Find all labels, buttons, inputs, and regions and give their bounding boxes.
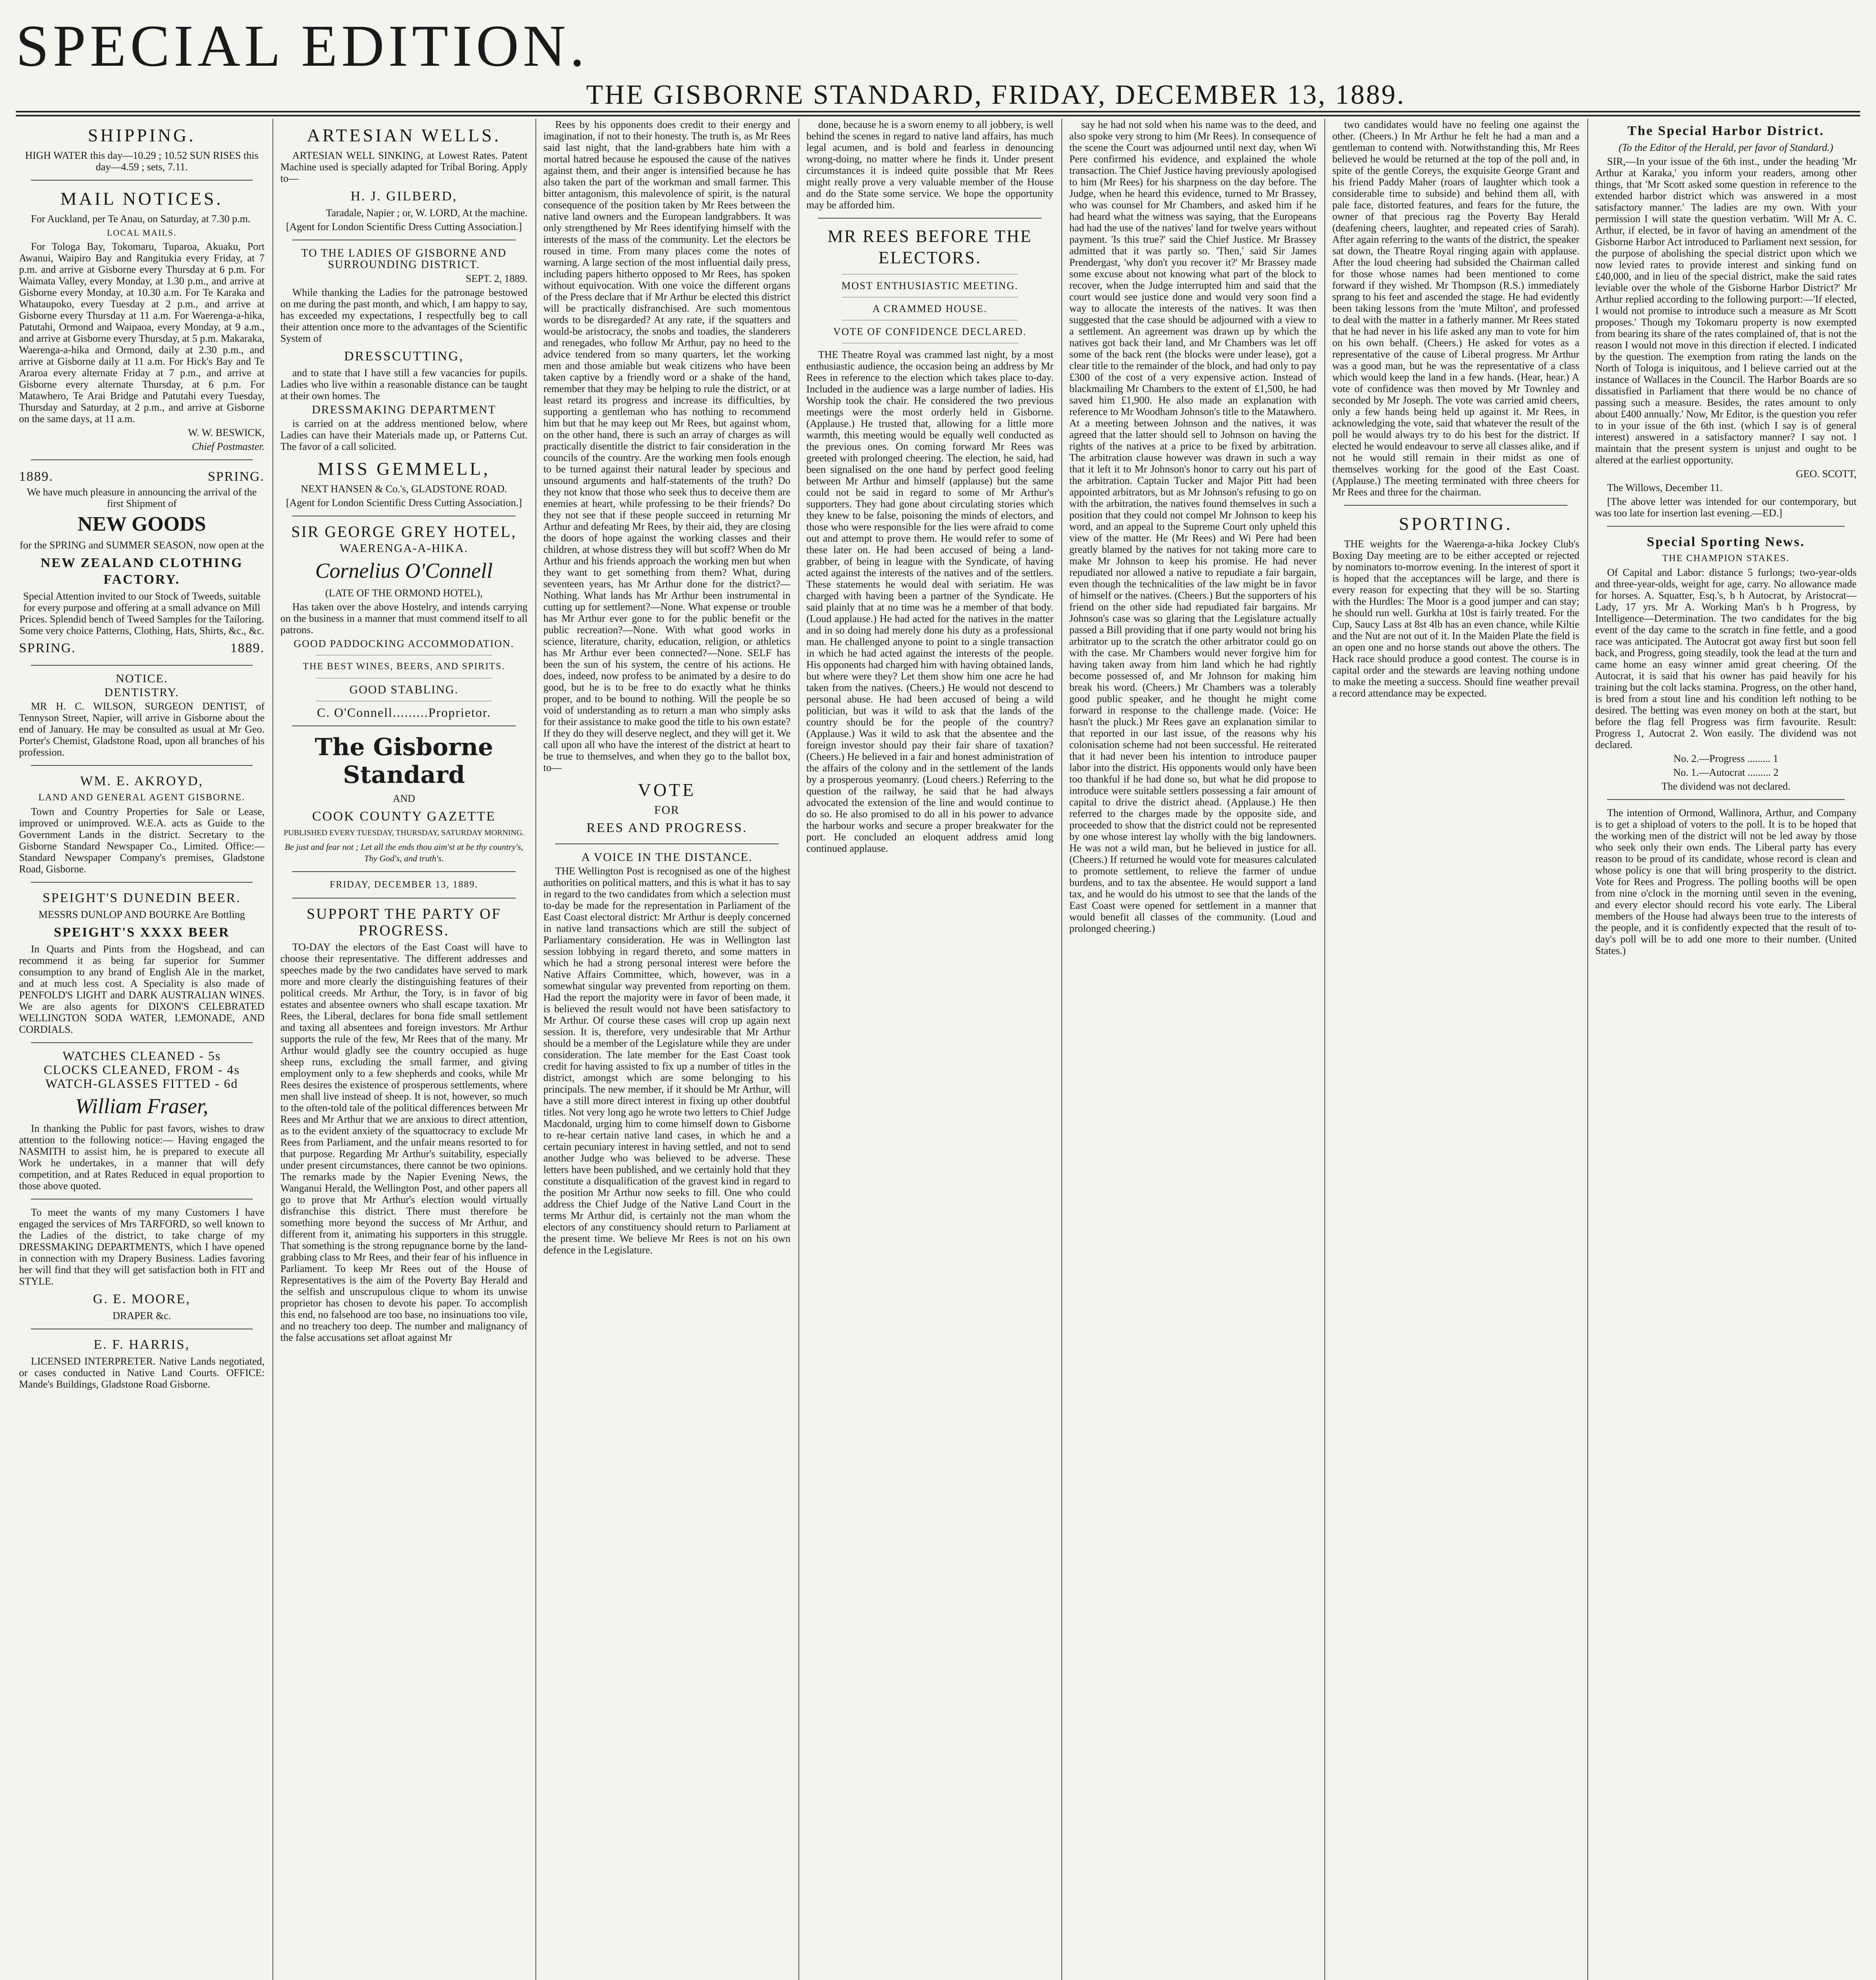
editorial-continued: Rees by his opponents does credit to their energy and imagination, if not to their honesty. The truth is, as Mr Rees said last night, that the land-grabbers hate him with a mortal hatred because he espoused the cause of the natives against them, and their anger is intensified because he has also taken the part of the workman and small farmer. This bitter antagonism, this malevolence of spirit, is the natural consequence of the position taken by Mr Rees between the native land owners and the European landgrabbers. It was only strengthened by Mr Rees identifying himself with the interests of the mass of the community. Let the electors be roused in time. From many places come the notes of warning. A large section of the most influential daily press, including papers hitherto opposed to Mr Rees, has spoken without equivocation. With one voice the different organs of the Press declare that if Mr Arthur be elected this district will be practically disfranchised. Are such momentous words to be disregarded? At any rate, if the squatters and would-be aristocracy, the snobs and toadies, the slanderers and renegades, who follow Mr Arthur, pay no heed to the advice tendered from so many quarters, let the working men and those amiable but weak citizens who have been taken captive by a friendly word or a shake of the hand, remember that they may be helping to rule the district, or at least retard its progress and increase its difficulties, by supporting a gentleman who has nothing to recommend him but that he may keep out Mr Rees, but against whom, on the other hand, there is such an array of charges as will practically disentitle the district to fair consideration in the councils of the country. Are the working men fools enough to be turned against their natural leader by specious and unsound arguments and half-statements of the truth? Do they not know that those who seek thus to deceive them are enemies at heart, while professing to be their friends? Do they not see that if these people succeed in returning Mr Arthur and defeating Mr Rees, by their aid, they are closing the doors of hope against the working classes and their children, at whose distress they will but scoff? When do Mr Arthur and his friends approach the working men but when they want to get something from them? What, during seventeen years, has Mr Arthur done for the district?—Nothing. What lands has Mr Arthur been instrumental in cutting up for settlement?—None. What expense or trouble has Mr Arthur ever gone to for the public benefit or the public recreation?—None. With what good works in science, literature, charity, education, religion, or athletics has Mr Arthur ever been connected?—None. SELF has been the sun of his system, the centre of his actions. He does, indeed, now profess to be animated by a desire to do good, but he is to be free to do exactly what he thinks proper, and to be bound to nothing. Will the people be so void of understanding as to return a man who simply asks for their assistance to make good the title to his own estate? If they do they will deserve neglect, and they will get it. We call upon all who have the interest of the district at heart to be true to themselves, and when they go to the ballot box, to— [543,119,790,773]
clock-line: CLOCKS CLEANED, FROM - 4s [44,1062,240,1077]
factory-name: NEW ZEALAND CLOTHING FACTORY. [40,556,243,587]
hotel-paddock: GOOD PADDOCKING ACCOMMODATION. [293,638,514,649]
hotel-place: WAERENGA-A-HIKA. [339,542,469,555]
sport-text: Of Capital and Labor: distance 5 furlongs; two-year-olds and three-year-olds, weight for age, carry. No allowance made for horses. A. Squatter, Esq.'s, b h Autocrat, by Aristocrat—Lady, 17 yrs. Mr A. Working Man's b h Progress, by Intelligence—Determination. The two candidates for the big event of the day came to the scratch in fine fettle, and a good race was anticipated. The Autocrat got away first but soon fell back, and Progress, going steadily, took the lead at the turn and came home an easy winner amid great cheering. Of the Autocrat, it is said that his owner has paid heavily for his training but the colt lacks stamina. Progress, on the other hand, is bred from a stout line and his condition left nothing to be desired. The betting was even money on both at the start, but before the flag fell Progress was firm favourite. Result: Progress 1, Autocrat 2. Won easily. The dividend was not declared. [1595,567,1857,750]
spring-year: 1889. [19,469,53,484]
wells-text: ARTESIAN WELL SINKING, at Lowest Rates. Patent Machine used is specially adapted for Tribal Boring. Apply to— [280,150,528,184]
shipping-heading: SHIPPING. [88,125,196,145]
notice-heading: NOTICE. [116,672,168,685]
mail-heading: MAIL NOTICES. [60,188,223,209]
dentistry-heading: DENTISTRY. [104,686,179,699]
vote-for: FOR [654,803,680,817]
column-6 [1332,119,1579,1980]
editorial-heading: SUPPORT THE PARTY OF PROGRESS. [307,906,501,939]
section-separator [818,218,1042,219]
sporting-heading: SPORTING. [1399,514,1513,534]
harbor-intro: (To the Editor of the Herald, per favor of Standard.) [1619,142,1833,153]
local-mails-text: For Tologa Bay, Tokomaru, Tuparoa, Akuaku, Port Awanui, Waipiro Bay and Rangitukia every Friday, at 7 p.m. and arrive at Gisborne every Thursday at 6 p.m. For Waimata Valley, every Monday, at 1.30 p.m., and arrive at Gisborne every Monday, at 10.30 a.m. For Te Karaka and Whataupoko, every Tuesday at 2 p.m., and arrive at Gisborne every Thursday at 11 a.m. For Waerenga-a-hika, Patutahi, Ormond and Waipaoa, every Monday, at 9 a.m., and arrive at Gisborne every Thursday, at 5 p.m. Makaraka, Waerenga-a-hika and Ormond, daily at 2.30 p.m., and arrive at Gisborne daily at 11 a.m. For Hick's Bay and Te Araroa every alternate Friday at 7 p.m., and arrive at Gisborne every alternate Thursday, at 6 p.m. For Matawhero, Te Arai Bridge and Patutahi every Tuesday, Thursday and Saturday, at 2 p.m., and arrive at Gisborne on the same days, at 11 a.m. [19,241,265,425]
wells-address: Taradale, Napier ; or, W. LORD, At the machine. [326,207,528,219]
fraser-name: William Fraser, [75,1094,209,1118]
hotel-stabling: GOOD STABLING. [349,683,459,696]
column-5 [1069,119,1316,1980]
section-separator [31,1042,253,1043]
beer-brand: SPEIGHT'S XXXX BEER [53,925,230,940]
akroyd-text: Town and Country Properties for Sale or Lease, improved or unimproved. W.E.A. acts as Guide to the Government Lands in the district. Secretary to the Gisborne Standard Newspaper Co., Limited. Office:—Standard Newspaper Company's premises, Gladstone Road, Gisborne. [19,806,265,875]
harbor-heading: The Special Harbor District. [1627,124,1825,138]
section-separator [31,180,253,181]
watch-line: WATCHES CLEANED - 5s [63,1049,221,1063]
result-1: No. 2.—Progress ......... 1 [1673,753,1779,764]
wells-name: H. J. GILBERD, [350,189,457,204]
mail-title: Chief Postmaster. [192,441,265,452]
column-rule [1061,119,1062,1980]
column-2 [280,119,528,1980]
motto: Be just and fear not ; Let all the ends thou aim'st at be thy country's, Thy God's, and truth's. [284,842,524,863]
meeting-continued-2: two candidates would have no feeling one against the other. (Cheers.) In Mr Arthur he felt he had a man and a gentleman to contend with. Notwithstanding this, Mr Rees believed he would be returned at the top of the poll and, in spite of the gentle Coreys, the exquisite George Grant and his friend Paddy Maher (roars of laughter which took a considerable time to subside) and behind them all, with pale face, distorted features, and fears for the future, the owner of that precious rag the Poverty Bay Herald (deafening cheers, laughter, and repeated cries of Sarah). After again referring to the wants of the district, the speaker sat down, the Theatre Royal ringing again with applause. After the loud cheering had subsided the Chairman called for those whose names had been mentioned to come forward if they wished. Mr Thompson (R.S.) immediately sprang to his feet and ascended the stage. He had evidently been taking lessons from the 'mute Milton', and professed to deal with the matter in a fatherly manner. Mr Rees stated that he had never in his life asked any man to vote for him on his own behalf. (Cheers.) He asked for votes as a representative of the cause of Liberal progress. Mr Arthur was a good man, but he was the representative of a class which would keep the land in a few hands. (Hear, hear.) A vote of confidence was then moved by Mr Townley and seconded by Mr Joseph. The vote was carried amid cheers, only a few hands being held up against it. Mr Rees, in acknowledging the vote, said that whatever the result of the poll he would always try to do his best for the district. If elected he would endeavour to serve all classes alike, and if not he would still remain in their midst as one of themselves working for the good of the East Coast. (Applause.) The meeting terminated with three cheers for Mr Rees and three for the chairman. [1332,119,1579,498]
new-goods: NEW GOODS [77,513,206,535]
column-rule [535,119,536,1980]
meeting-sub-2: A CRAMMED HOUSE. [872,303,987,314]
edition-title: SPECIAL EDITION. [16,13,589,79]
column-rule [1324,119,1325,1980]
section-separator [31,665,253,666]
section-separator [1344,505,1567,506]
dressmaking-text: is carried on at the address mentioned below, where Ladies can have their Materials made up, or Patterns Cut. The favor of a call solicited. [280,418,528,452]
spring-season: for the SPRING and SUMMER SEASON, now open at the [19,539,264,551]
meeting-sub-1: MOST ENTHUSIASTIC MEETING. [841,280,1019,291]
issue-date: FRIDAY, DECEMBER 13, 1889. [329,880,478,890]
gemmell-note: [Agent for London Scientific Dress Cutting Association.] [286,497,522,508]
glass-line: WATCH-GLASSES FITTED - 6d [45,1076,238,1091]
section-separator [555,843,779,844]
paper-line: THE GISBORNE STANDARD, FRIDAY, DECEMBER 13, 1889. [586,80,1406,110]
masthead-rule-bottom [16,115,1860,116]
meeting-continued: say he had not sold when his name was to the deed, and also spoke very strong to him (Mr Rees). In consequence of the scene the Court was adjourned until next day, when Wi Pere confirmed his evidence, and explained the whole transaction. The Chief Justice having previously apologised to him (Mr Rees) for his sharpness on the day before. The Judge, when he heard this evidence, turned to Mr Brassey, who was counsel for Mr Chambers, and asked him if he had heard what the witness was saying, that the Europeans had had the use of the natives' land for twelve years without payment. 'Is this true?' said the Chief Justice. Mr Brassey admitted that it was partly so. 'Then,' said Sir James Prendergast, 'why don't you recover it?' Mr Brassey made some excuse about not knowing what part of the block to recover, when the Judge interrupted him and said that the court would see justice done and would very soon find a way to allocate the interests of the natives. It was then suggested that the case should be adjourned with a view to a settlement. An agreement was drawn up by which the natives got back their land, and Mr Chambers was let off some of the back rent (the blocks were under lease), got a clear title to the remainder of the block, and had only to pay £300 of the cost of a very expensive action. Instead of blackmailing Mr Chambers to the extent of £1,500, he had saved him £1,900. He also made an explanation with reference to Mr Woodham Johnson's title to the Matawhero. At a meeting between Johnson and the natives, it was agreed that the latter should sell to Johnson on having the rights of the natives at a price to be fixed by arbitration. The arbitration clause however was drawn in such a way that it left it to Mr Johnson's honor to carry out his part of the arbitration. Captain Tucker and Major Pitt had been appointed arbitrators, but as Mr Johnson's refusing to go on with the arbitration, the natives found themselves in such a position that they could not compel Mr Johnson to keep his word, and an appeal to the Supreme Court only upheld this view of the matter. He (Mr Rees) and Wi Pere had been greatly blamed by the natives for not taking more care to make Mr Johnson to keep his promise. He had never repudiated nor allowed a native to repudiate a fair bargain, even though the technicalities of the law might be in favor of himself or the natives. (Cheers.) But the supporters of his friend on the other side had repudiated fair bargains. Mr Johnson's case was so glaring that the Legislature actually passed a Bill providing that if one party would not bring his arbitrator up to the scratch the other arbitrator could go on with the case. Mr Chambers would never forgive him for having taken away from him land which he had rightly become possessed of, and Mr Johnson for making him break his word. (Cheers.) Mr Chambers was a tolerably good public speaker, and he thought he might come forward in response to the challenge made. (Voice: He hasn't the pluck.) Mr Rees gave an explanation similar to that reported in our last issue, of the reasons why his colonisation scheme had not been successful. He reiterated that it had never been his intention to introduce pauper labor into the district. His opponents would only have been too thankful if he had done so, but what he did propose to introduce were suitable settlers possessing a fair amount of capital to drive the district ahead. (Applause.) He then referred to the charges made by the opposite side, and proceeded to show that the district could not be represented by one whose interest lay wholly with the big landowners. He was not a wild man, but he believed in justice for all. (Cheers.) If returned he would vote for measures calculated to promote settlement, to relieve the farmer of undue burdens, and to tax the absentee. He would support a land tax, and he would do his utmost to see that the lands of the East Coast were opened for settlement in a manner that would benefit all classes of the community. (Loud and prolonged cheering.) [1069,119,1316,934]
vote-slogan: REES AND PROGRESS. [586,821,748,835]
editorial-text: TO-DAY the electors of the East Coast will have to choose their representative. The different addresses and speeches made by the two candidates have served to mark more and more clearly the distinguishing features of their political creeds. Mr Arthur, the Tory, is in favor of big estates and absentee owners who shall escape taxation. Mr Rees, the Liberal, declares for bona fide small settlement and taxing all absentees and foreign investors. Mr Arthur supports the rule of the few, Mr Rees that of the many. Mr Arthur would gladly see the country occupied as huge sheep runs, excluding the small farmer, and giving employment only to a few shepherds and cooks, while Mr Rees desires the existence of prosperous settlements, where men shall live instead of sheep. It is not, however, so much to the often-told tale of the political differences between Mr Rees and Mr Arthur that we are anxious to direct attention, as to the evident anxiety of the squattocracy to exclude Mr Rees from Parliament, and the unfair means resorted to for that purpose. Regarding Mr Arthur's suitability, especially under present circumstances, there cannot be two opinions. The remarks made by the Napier Evening News, the Wanganui Herald, the Wellington Post, and other papers all go to prove that Mr Arthur's election would virtually disfranchise this district. There must therefore be something more beyond the success of Mr Arthur, and different from it, animating his supporters in this struggle. That something is the strong repugnance borne by the land-grabbing class to Mr Rees, and their fear of his influence in Parliament. To keep Mr Rees out of the House of Representatives is the aim of the Poverty Bay Herald and the selfish and unscrupulous clique to whom its unwise proprietor has chosen to devote his paper. To accomplish this end, no falsehood are too base, no insinuations too vile, and no treachery too deep. The number and malignancy of the false accusations set afloat against Mr [280,941,528,1343]
masthead [16,12,1860,115]
meeting-sub-3: VOTE OF CONFIDENCE DECLARED. [833,326,1027,337]
section-separator [31,459,253,460]
oconnell-sub: (LATE OF THE ORMOND HOTEL), [325,587,483,599]
sport-heading: Special Sporting News. [1647,535,1805,549]
section-separator [31,765,253,766]
harbor-note: [The above letter was intended for our contemporary, but was too late for insertion last evening.—ED.] [1595,496,1857,519]
standard-title: The Gisborne Standard [314,733,493,789]
spring-header [19,467,265,486]
shipping-text: HIGH WATER this day—10.29 ; 10.52 SUN RISES this day—4.59 ; sets, 7.11. [25,150,259,173]
standard-and: AND [392,793,415,804]
ladies-heading: TO THE LADIES OF GISBORNE AND SURROUNDING DISTRICT. [301,247,507,271]
section-separator [31,882,253,883]
section-separator [292,898,516,899]
sporting-text: THE weights for the Waerenga-a-hika Jockey Club's Boxing Day meeting are to be either accepted or rejected by nominators to-morrow evening. In the interest of sport it is hoped that the acceptances will be large, and there is every reason for expecting that they will be so. Starting with the Hurdles: The Moor is a good jumper and can stay; he should run well. Gurkha at 10st is fairly treated. For the Cup, Saucy Lass at 8st 4lb has an even chance, while Kiltie and the Nut are not out of it. In the Maiden Plate the field is an open one and no horse stands out above the others. The Hack race should produce a good contest. The course is in capital order and the stewards are leaving nothing undone to make the meeting a success. Should fine weather prevail a record attendance may be expected. [1332,538,1579,699]
moore-name: G. E. MOORE, [93,1292,191,1306]
section-separator [1607,526,1845,527]
column-3 [543,119,790,1980]
harris-text: LICENSED INTERPRETER. Native Lands negotiated, or cases conducted in Native Land Courts. OFFICE: Mande's Buildings, Gladstone Road Gisborne. [19,1356,265,1390]
section-separator [292,725,516,726]
wells-heading: ARTESIAN WELLS. [307,125,501,145]
beer-sub: MESSRS DUNLOP AND BOURKE Are Bottling [38,909,245,920]
meeting-heading: MR REES BEFORE THE ELECTORS. [827,227,1032,267]
sport-sub: THE CHAMPION STAKES. [1662,553,1790,564]
column-4 [806,119,1053,1980]
hotel-proprietor: C. O'Connell.........Proprietor. [317,705,491,720]
beer-heading: SPEIGHT'S DUNEDIN BEER. [42,891,241,905]
factory-text: Special Attention invited to our Stock of Tweeds, suitable for every purpose and offering at a small advance on Mill Prices. Splendid bench of Tweed Samples for the Tailoring. Some very choice Patterns, Clothing, Hats, Shirts, &c., &c. [19,590,264,636]
spring-intro: We have much pleasure in announcing the arrival of the first Shipment of [27,486,257,509]
dressmaking: DRESSMAKING DEPARTMENT [312,403,496,416]
closing-text: The intention of Ormond, Wallinora, Arthur, and Company is to get a shipload of voters to the poll. It is to be hoped that the working men of the district will not be led away by those who seek only their own ends. The Liberal party has every reason to be proud of its candidate, whose record is clean and whose policy is one that will bring prosperity to the district. Vote for Rees and Progress. The polling booths will be open from nine o'clock in the morning until seven in the evening, and every elector should record his vote early. The Liberal members of the House had always been true to the interests of the people, and it is confidently expected that the result of to-day's poll will be to add one more to their number. (United States.) [1595,807,1857,956]
spring-year-footer: 1889. [230,641,265,655]
standard-sub: COOK COUNTY GAZETTE [312,809,496,824]
mail-intro: For Auckland, per Te Anau, on Saturday, at 7.30 p.m. [31,213,251,225]
section-separator [292,871,516,872]
voice-text: THE Wellington Post is recognised as one of the highest authorities on political matters, and this is what it has to say in regard to the two candidates from which a selection must to-day be made for the representation in Parliament of the East Coast electoral district: Mr Arthur is deeply concerned in native land transactions which are still the subject of Parliamentary consideration. He was in Wellington last session lobbying in regard thereto, and some matters in which he had a strong personal interest were before the Native Affairs Committee, which, however, was in a somewhat singular way prevented from reporting on them. Had the report the majority were in favor of been made, it is believed the result would not have been satisfactory to Mr Arthur. Of course these cases will crop up again next session. It is, therefore, very undesirable that Mr Arthur should be a member of the Legislature while they are under consideration. The late member for the East Coast took credit for having assisted to fix up a number of titles in the district, amongst which are some belonging to his principals. The new member, if it should be Mr Arthur, will have a still more direct interest in fixing up other doubtful titles. Not very long ago he wrote two letters to Chief Judge Macdonald, urging him to come himself down to Gisborne to re-hear certain native land cases, in which he and a certain pecuniary interest in having settled, and not to send another Judge who was believed to be adverse. These letters have been published, and we certainly hold that they constitute a disqualification of the gravest kind in regard to the position Mr Arthur now seeks to fill. One who could address the Chief Judge of the Native Land Court in the terms Mr Arthur did, is certainly not the man whom the electors of any constituency should return to Parliament at the present time. We believe Mr Rees is not on his own defence in the Legislature. [543,865,790,1256]
harbor-place: The Willows, December 11. [1607,482,1723,493]
column-7 [1595,119,1857,1980]
akroyd-sub: LAND AND GENERAL AGENT GISBORNE. [38,792,245,803]
column-rule [272,119,273,1980]
spring-word: SPRING. [208,469,265,484]
harris-name: E. F. HARRIS, [93,1337,190,1352]
dresscutting: DRESSCUTTING, [344,349,464,364]
ladies-text: While thanking the Ladies for the patronage bestowed on me during the past month, and which, I am happy to say, has exceeded my expectations, I respectfully beg to call their attention once more to the advantages of the Scientific System of [280,287,528,344]
fraser-text: In thanking the Public for past favors, wishes to draw attention to the following notice:— Having engaged the NASMITH to assist him, he is prepared to execute all Work he undertakes, in a manner that will defy competition, and at Rates Reduced in equal proportion to those above quoted. [19,1123,265,1192]
moore-text: To meet the wants of my many Customers I have engaged the services of Mrs TARFORD, so well known to the Ladies of the district, to take charge of my DRESSMAKING DEPARTMENTS, which I have opened in connection with my Drapery Business. Ladies favoring her will find that they will get satisfaction both in FIT and STYLE. [19,1207,265,1287]
result-2: No. 1.—Autocrat ......... 2 [1673,767,1779,778]
voice-continued: done, because he is a sworn enemy to all jobbery, is well behind the scenes in regard to native land affairs, has much legal acumen, and is bold and fearless in denouncing wrong-doing, no matter where he finds it. Under present circumstances it is indeed quite possible that Mr Rees might really prove a very valuable member of the House and do the State some service. We hope the opportunity may be afforded him. [806,119,1053,211]
column-rule [1587,119,1588,1980]
hotel-text: Has taken over the above Hostelry, and intends carrying on the business in a manner that must commend itself to all patrons. [280,601,528,636]
published-line: PUBLISHED EVERY TUESDAY, THURSDAY, SATURDAY MORNING. [284,828,524,837]
akroyd-name: WM. E. AKROYD, [80,774,204,788]
column-1 [19,119,265,1980]
hotel-heading: SIR GEORGE GREY HOTEL, [291,523,517,541]
agent-note: [Agent for London Scientific Dress Cutting Association.] [286,221,522,232]
column-rule [798,119,799,1980]
vote-heading: VOTE [638,780,696,800]
meeting-text: THE Theatre Royal was crammed last night, by a most enthusiastic audience, the occasion being an address by Mr Rees in reference to the election which takes place to-day. Included in the audience was a large number of ladies. His Worship took the chair. He considered the two previous meetings were the most orderly held in Gisborne. (Applause.) He trusted that, allowing for a little more warmth, this meeting would be equally well conducted as the previous ones. On coming forward Mr Rees was greeted with prolonged cheering. The election, he said, had been signalised on the one hand by perfect good feeling between Mr Arthur and himself (applause) but the same could not be said in regard to some of Mr Arthur's supporters. They had gone about circulating stories which they knew to be false, poisoning the minds of electors, and those who were responsible for the lies were afraid to come out and attempt to prove them. He would refer to some of these later on. He had been accused of being a land-grabber, of being in league with the Syndicate, of having acted against the interests of the natives and of the settlers. These statements he would deal with seriatim. He was charged with having been a partner of the Syndicate. He said plainly that at no time was he a member of that body. (Loud applause.) He had acted for the natives in the matter and in so doing had merely done his duty as a professional man. He challenged anyone to point to a single transaction in which he had acted against the interests of the people. His opponents had charged him with having obtained lands, but where were they? Let them show him one acre he had taken from the natives. (Cheers.) He would not descend to personal abuse. He had been accused of being a wild politician, but was it wild to ask that the lands of the country should be for the people of the country? (Applause.) Was it wild to ask that the absentee and the foreign investor should pay their fair share of taxation? (Cheers.) He believed in a fair and honest administration of the affairs of the colony and in the settlement of the lands by a prosperous yeomanry. (Loud cheers.) Referring to the question of the railway, he said that he had always advocated the extension of the line and would continue to do so. He also promised to do all in his power to advance the harbour works and secure a proper breakwater for the port. He concluded an eloquent address amid long continued applause. [806,349,1053,854]
moore-title: DRAPER &c. [112,1310,171,1321]
masthead-rule-top [16,111,1860,112]
gemmell-address: NEXT HANSEN & Co.'s, GLADSTONE ROAD. [301,483,507,495]
gemmell-name: MISS GEMMELL, [318,459,490,479]
dress-text: and to state that I have still a few vacancies for pupils. Ladies who live within a reasonable distance can be taught at their own homes. The [280,367,528,402]
ladies-date: SEPT. 2, 1889. [465,273,528,284]
section-separator [1607,799,1845,800]
voice-heading: A VOICE IN THE DISTANCE. [581,851,752,864]
beer-text: In Quarts and Pints from the Hogshead, and can recommend it as being far superior for Summer consumption to any brand of English Ale in the market, and at much less cost. A Speciality is also made of PENFOLD'S LIGHT and DARK AUSTRALIAN WINES. We are also agents for DIXON'S CELEBRATED WELLINGTON SODA WATER, LEMONADE, AND CORDIALS. [19,943,265,1035]
oconnell-name: Cornelius O'Connell [315,559,493,583]
spring-word-footer: SPRING. [19,641,76,655]
dentist-text: MR H. C. WILSON, SURGEON DENTIST, of Tennyson Street, Napier, will arrive in Gisborne about the end of January. He may be consulted as usual at Mr Geo. Porter's Chemist, Gladstone Road, upon all branches of his profession. [19,701,265,758]
mail-signature: W. W. BESWICK, [188,427,265,438]
spring-footer [19,639,265,658]
harbor-sign: GEO. SCOTT, [1796,468,1857,480]
harbor-text: SIR,—In your issue of the 6th inst., under the heading 'Mr Arthur at Karaka,' you inform your readers, among other things, that 'Mr Scott asked some question in reference to the extended harbor district which was answered in a most satisfactory manner.' The ladies are my own. With your permission I will state the question verbatim. 'Will Mr A. C. Arthur, if elected, be in favor of having an amendment of the Gisborne Harbor Act introduced to Parliament next session, for the purpose of abolishing the special district upon which we now levied rates to provide interest and sinking fund on £40,000, and in lieu of the special district, make the said rates leviable over the whole of the Gisborne Harbor District?' Mr Arthur replied according to the following purport:—'If elected, I would not promise to introduce such a measure as Mr Scott proposes.' Though my Tokomaru property is now exempted from bearing its share of the rates complained of, that is not the reason I would not move in this direction if elected. I indicated by the question. The exemption from rating the lands on the North of Tologa is iniquitous, and I believe carried out at the instance of Wallaces in the Council. The Harbor Boards are so dissatisfied in Parliament that there would be no chance of passing such a measure. Besides, the rates amount to only about £400 annually.' Now, Mr Editor, is the question you refer to in your issue of the 6th inst. (which I say is of general interest) answered in a satisfactory manner? I say not. I maintain that the present system is unjust and ought to be altered at the earliest opportunity. [1595,156,1857,466]
local-mails-heading: LOCAL MAILS. [107,228,177,238]
hotel-best: THE BEST WINES, BEERS, AND SPIRITS. [303,661,505,672]
result-note: The dividend was not declared. [1661,781,1790,792]
